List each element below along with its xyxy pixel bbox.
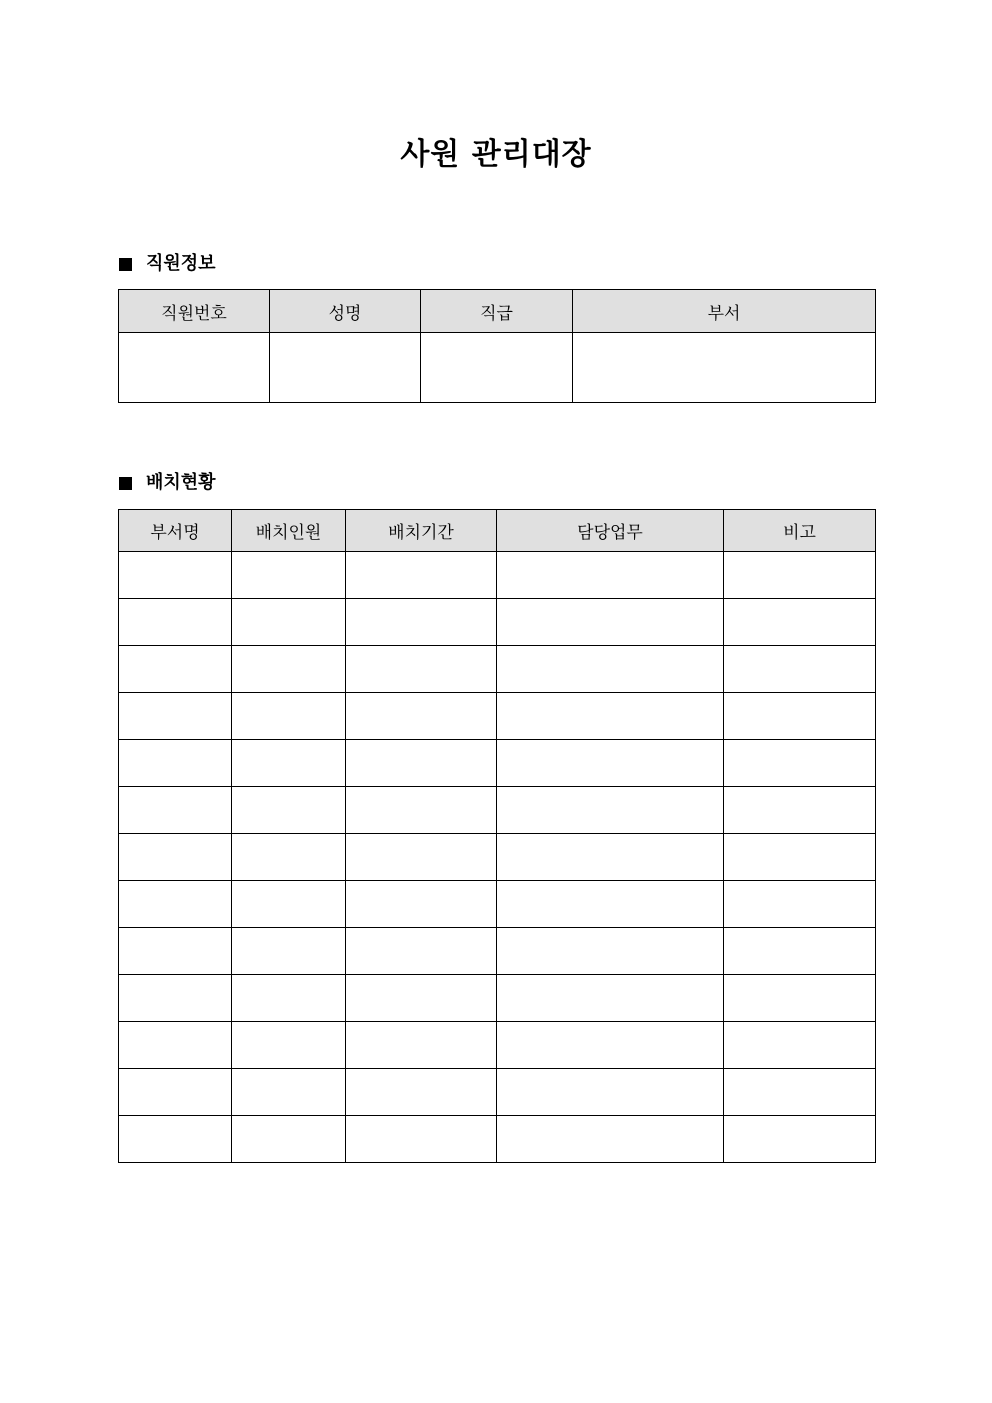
table-row — [119, 599, 876, 646]
remarks-cell[interactable] — [724, 693, 876, 740]
assigned-staff-cell[interactable] — [232, 693, 346, 740]
column-header: 배치기간 — [346, 510, 497, 552]
assigned-duty-cell[interactable] — [497, 740, 724, 787]
table-row — [119, 834, 876, 881]
remarks-cell[interactable] — [724, 787, 876, 834]
page-title: 사원 관리대장 — [400, 137, 592, 172]
assigned-staff-cell[interactable] — [232, 1069, 346, 1116]
assigned-staff-cell[interactable] — [232, 1116, 346, 1163]
assignment-period-cell[interactable] — [346, 1116, 497, 1163]
assigned-staff-cell[interactable] — [232, 1022, 346, 1069]
assigned-duty-cell[interactable] — [497, 552, 724, 599]
department-name-cell[interactable] — [119, 1069, 232, 1116]
remarks-cell[interactable] — [724, 928, 876, 975]
column-header: 부서 — [573, 290, 876, 333]
column-header: 성명 — [270, 290, 421, 333]
assigned-duty-cell[interactable] — [497, 787, 724, 834]
remarks-cell[interactable] — [724, 646, 876, 693]
table-row — [119, 881, 876, 928]
assignment-period-cell[interactable] — [346, 1069, 497, 1116]
table-row — [119, 787, 876, 834]
column-header: 비고 — [724, 510, 876, 552]
assigned-staff-cell[interactable] — [232, 834, 346, 881]
remarks-cell[interactable] — [724, 1022, 876, 1069]
employee-number-cell[interactable] — [119, 333, 270, 403]
remarks-cell[interactable] — [724, 1069, 876, 1116]
table-row — [119, 552, 876, 599]
assignment-period-cell[interactable] — [346, 693, 497, 740]
assigned-duty-cell[interactable] — [497, 599, 724, 646]
department-name-cell[interactable] — [119, 740, 232, 787]
table-row — [119, 333, 876, 403]
assigned-staff-cell[interactable] — [232, 599, 346, 646]
remarks-cell[interactable] — [724, 1116, 876, 1163]
remarks-cell[interactable] — [724, 552, 876, 599]
column-header: 담당업무 — [497, 510, 724, 552]
column-header: 부서명 — [119, 510, 232, 552]
table-header-row — [119, 510, 876, 552]
assigned-staff-cell[interactable] — [232, 787, 346, 834]
name-cell[interactable] — [270, 333, 421, 403]
assigned-duty-cell[interactable] — [497, 1116, 724, 1163]
assignment-period-cell[interactable] — [346, 975, 497, 1022]
assigned-staff-cell[interactable] — [232, 646, 346, 693]
table-row — [119, 975, 876, 1022]
assignment-period-cell[interactable] — [346, 552, 497, 599]
department-name-cell[interactable] — [119, 1022, 232, 1069]
table-row — [119, 1069, 876, 1116]
table-row — [119, 740, 876, 787]
assignment-period-cell[interactable] — [346, 928, 497, 975]
remarks-cell[interactable] — [724, 599, 876, 646]
department-name-cell[interactable] — [119, 1116, 232, 1163]
assigned-duty-cell[interactable] — [497, 693, 724, 740]
assigned-staff-cell[interactable] — [232, 975, 346, 1022]
section-heading-label: 직원정보 — [146, 253, 216, 274]
square-bullet-icon — [119, 258, 132, 271]
table-header-row — [119, 290, 876, 333]
remarks-cell[interactable] — [724, 834, 876, 881]
department-name-cell[interactable] — [119, 552, 232, 599]
assigned-duty-cell[interactable] — [497, 1069, 724, 1116]
remarks-cell[interactable] — [724, 881, 876, 928]
employee-info-table — [118, 289, 876, 403]
assignment-period-cell[interactable] — [346, 881, 497, 928]
assigned-duty-cell[interactable] — [497, 928, 724, 975]
department-name-cell[interactable] — [119, 599, 232, 646]
deployment-table — [118, 509, 876, 1163]
position-cell[interactable] — [421, 333, 573, 403]
column-header: 직급 — [421, 290, 573, 333]
column-header: 배치인원 — [232, 510, 346, 552]
assigned-duty-cell[interactable] — [497, 975, 724, 1022]
department-name-cell[interactable] — [119, 975, 232, 1022]
column-header: 직원번호 — [119, 290, 270, 333]
section-heading-employee-info — [119, 251, 216, 277]
department-cell[interactable] — [573, 333, 876, 403]
assignment-period-cell[interactable] — [346, 1022, 497, 1069]
table-row — [119, 693, 876, 740]
assigned-staff-cell[interactable] — [232, 928, 346, 975]
department-name-cell[interactable] — [119, 834, 232, 881]
assignment-period-cell[interactable] — [346, 834, 497, 881]
assigned-duty-cell[interactable] — [497, 1022, 724, 1069]
table-row — [119, 1022, 876, 1069]
remarks-cell[interactable] — [724, 740, 876, 787]
assigned-staff-cell[interactable] — [232, 740, 346, 787]
section-heading-deployment — [119, 470, 216, 496]
assigned-duty-cell[interactable] — [497, 646, 724, 693]
deployment-table-body — [119, 552, 876, 1163]
assignment-period-cell[interactable] — [346, 599, 497, 646]
remarks-cell[interactable] — [724, 975, 876, 1022]
assigned-staff-cell[interactable] — [232, 881, 346, 928]
square-bullet-icon — [119, 477, 132, 490]
department-name-cell[interactable] — [119, 928, 232, 975]
assignment-period-cell[interactable] — [346, 787, 497, 834]
table-row — [119, 1116, 876, 1163]
assignment-period-cell[interactable] — [346, 740, 497, 787]
section-heading-label: 배치현황 — [146, 472, 216, 493]
table-row — [119, 646, 876, 693]
assigned-duty-cell[interactable] — [497, 881, 724, 928]
assignment-period-cell[interactable] — [346, 646, 497, 693]
department-name-cell[interactable] — [119, 881, 232, 928]
assigned-staff-cell[interactable] — [232, 552, 346, 599]
department-name-cell[interactable] — [119, 787, 232, 834]
department-name-cell[interactable] — [119, 693, 232, 740]
department-name-cell[interactable] — [119, 646, 232, 693]
table-row — [119, 928, 876, 975]
assigned-duty-cell[interactable] — [497, 834, 724, 881]
